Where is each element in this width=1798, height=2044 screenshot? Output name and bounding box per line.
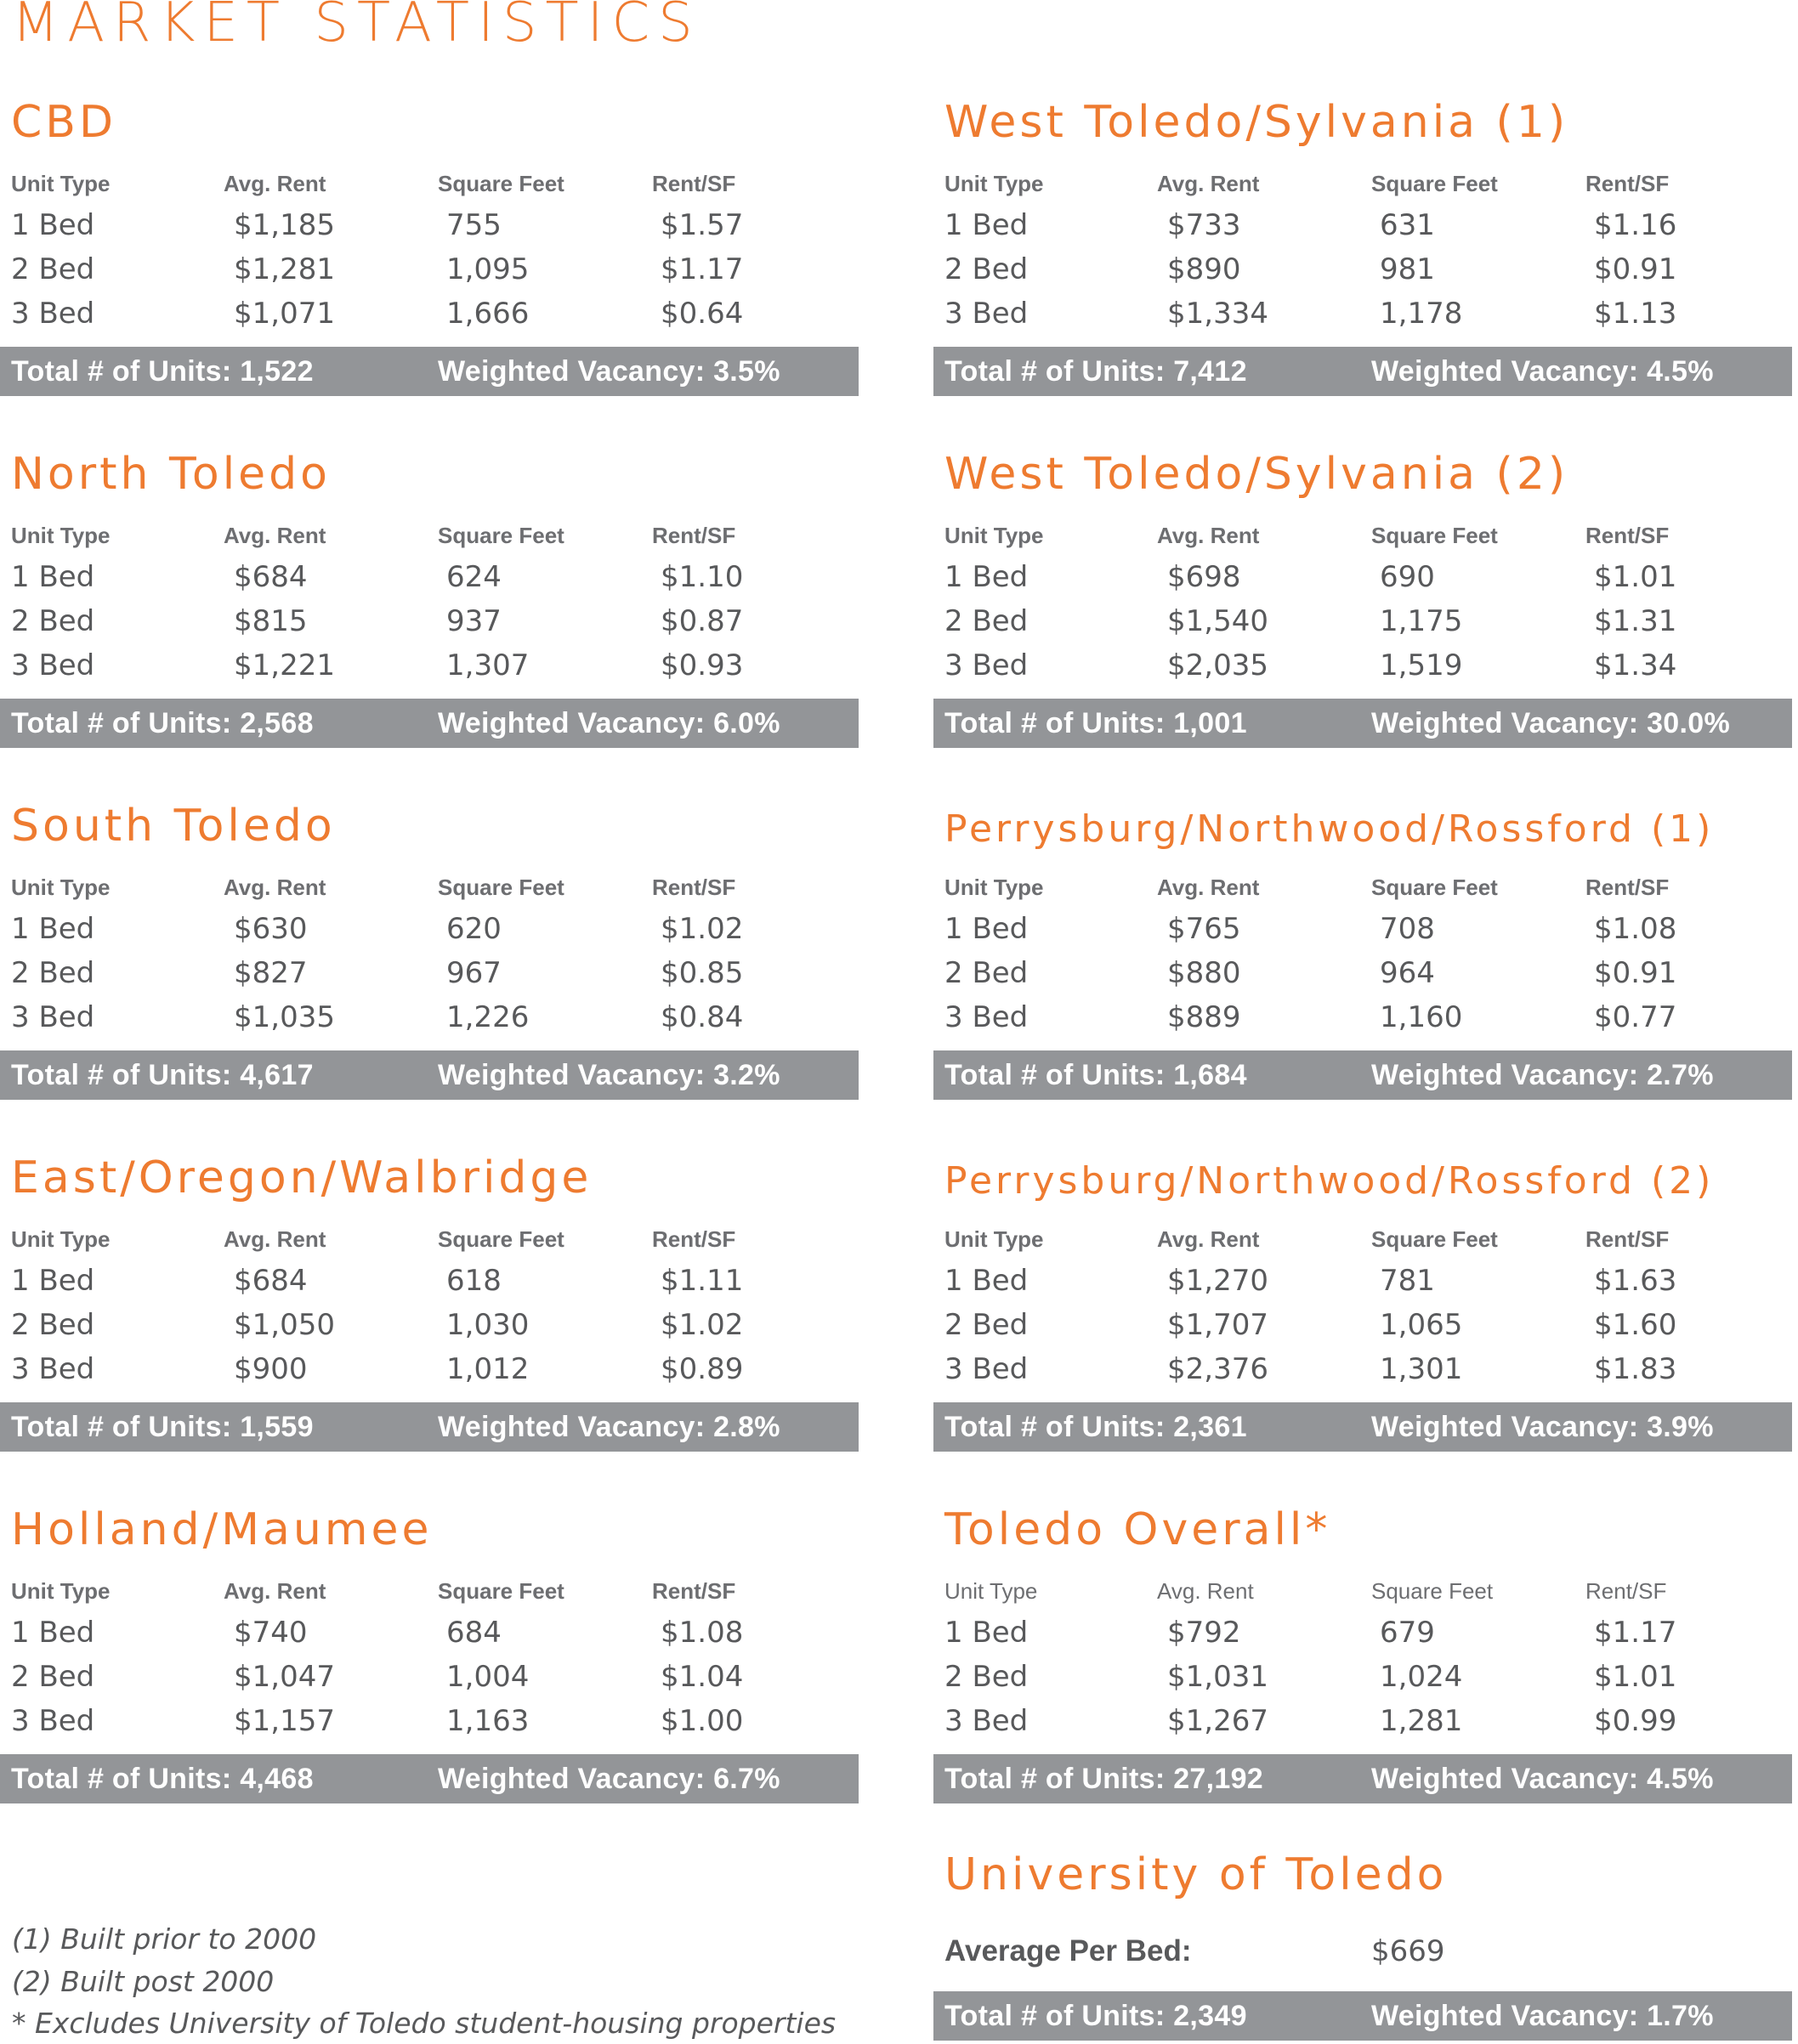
section-perrysburg-northwood-rossford-1 [933, 804, 1792, 1101]
cell-avg-rent: $630 [234, 912, 308, 946]
section-title: West Toledo/Sylvania (2) [944, 449, 1569, 500]
cell-rent-per-sf: $1.01 [1594, 560, 1677, 594]
cell-rent-per-sf: $1.57 [661, 208, 744, 242]
cell-square-feet: 1,301 [1380, 1352, 1463, 1386]
section-west-toledo-sylvania-2 [933, 449, 1792, 750]
cell-rent-per-sf: $1.04 [661, 1660, 744, 1694]
cell-rent-per-sf: $1.08 [1594, 912, 1677, 946]
cell-square-feet: 1,163 [446, 1704, 530, 1738]
column-header-unit-type: Unit Type [11, 171, 111, 196]
total-units: Total # of Units: 1,001 [944, 707, 1247, 739]
cell-avg-rent: $1,270 [1167, 1264, 1268, 1298]
cell-unit-type: 3 Bed [11, 1000, 95, 1034]
column-header-avg-rent: Avg. Rent [224, 523, 326, 548]
total-bar [0, 699, 859, 748]
section-perrysburg-northwood-rossford-2 [933, 1156, 1792, 1453]
column-header-square-feet: Square Feet [1371, 523, 1498, 548]
cell-unit-type: 1 Bed [11, 1264, 95, 1298]
cell-rent-per-sf: $1.01 [1594, 1660, 1677, 1694]
column-header-avg-rent: Avg. Rent [1157, 1226, 1260, 1252]
total-bar [0, 1754, 859, 1803]
cell-rent-per-sf: $0.87 [661, 604, 744, 638]
cell-unit-type: 3 Bed [944, 297, 1029, 331]
cell-square-feet: 1,030 [446, 1308, 530, 1342]
section-holland-maumee [0, 1504, 859, 1805]
cell-avg-rent: $684 [234, 560, 308, 594]
column-header-unit-type: Unit Type [11, 1578, 111, 1604]
cell-rent-per-sf: $1.16 [1594, 208, 1677, 242]
cell-unit-type: 1 Bed [11, 560, 95, 594]
cell-unit-type: 3 Bed [944, 648, 1029, 682]
cell-unit-type: 3 Bed [11, 297, 95, 331]
cell-avg-rent: $1,281 [234, 252, 335, 286]
column-header-unit-type: Unit Type [944, 1578, 1038, 1604]
cell-square-feet: 1,024 [1380, 1660, 1463, 1694]
cell-unit-type: 2 Bed [944, 1308, 1029, 1342]
total-units: Total # of Units: 2,568 [11, 707, 314, 739]
cell-rent-per-sf: $1.60 [1594, 1308, 1677, 1342]
cell-unit-type: 2 Bed [11, 956, 95, 990]
total-units: Total # of Units: 1,559 [11, 1411, 314, 1443]
column-header-avg-rent: Avg. Rent [224, 1578, 326, 1604]
cell-avg-rent: $792 [1167, 1616, 1241, 1650]
cell-square-feet: 755 [446, 208, 502, 242]
cell-unit-type: 1 Bed [944, 208, 1029, 242]
total-units: Total # of Units: 2,349 [944, 2000, 1247, 2032]
cell-rent-per-sf: $0.91 [1594, 252, 1677, 286]
section-east-oregon-walbridge [0, 1152, 859, 1453]
cell-unit-type: 3 Bed [944, 1352, 1029, 1386]
cell-avg-rent: $889 [1167, 1000, 1241, 1034]
total-units: Total # of Units: 4,617 [11, 1059, 314, 1091]
cell-avg-rent: $698 [1167, 560, 1241, 594]
cell-square-feet: 1,281 [1380, 1704, 1463, 1738]
cell-square-feet: 1,666 [446, 297, 530, 331]
cell-square-feet: 981 [1380, 252, 1435, 286]
cell-rent-per-sf: $1.13 [1594, 297, 1677, 331]
cell-avg-rent: $1,050 [234, 1308, 335, 1342]
column-header-rent-per-sf: Rent/SF [1585, 171, 1670, 196]
total-units: Total # of Units: 4,468 [11, 1763, 314, 1795]
cell-avg-rent: $1,334 [1167, 297, 1268, 331]
column-header-square-feet: Square Feet [438, 171, 564, 196]
weighted-vacancy: Weighted Vacancy: 6.0% [438, 707, 780, 739]
column-header-avg-rent: Avg. Rent [224, 1226, 326, 1252]
cell-square-feet: 1,012 [446, 1352, 530, 1386]
cell-avg-rent: $1,035 [234, 1000, 335, 1034]
cell-avg-rent: $733 [1167, 208, 1241, 242]
total-units: Total # of Units: 7,412 [944, 355, 1247, 388]
total-bar [933, 1402, 1792, 1452]
cell-rent-per-sf: $1.02 [661, 912, 744, 946]
cell-square-feet: 1,065 [1380, 1308, 1463, 1342]
cell-square-feet: 1,175 [1380, 604, 1463, 638]
cell-avg-rent: $880 [1167, 956, 1241, 990]
average-per-bed-label: Average Per Bed: [944, 1934, 1192, 1968]
section-title: West Toledo/Sylvania (1) [944, 97, 1569, 148]
cell-square-feet: 631 [1380, 208, 1435, 242]
cell-unit-type: 1 Bed [11, 912, 95, 946]
cell-rent-per-sf: $0.85 [661, 956, 744, 990]
column-header-unit-type: Unit Type [944, 523, 1044, 548]
weighted-vacancy: Weighted Vacancy: 3.9% [1371, 1411, 1714, 1443]
column-header-avg-rent: Avg. Rent [1157, 875, 1260, 900]
cell-unit-type: 2 Bed [11, 604, 95, 638]
cell-square-feet: 967 [446, 956, 502, 990]
weighted-vacancy: Weighted Vacancy: 1.7% [1371, 2000, 1714, 2032]
cell-rent-per-sf: $1.34 [1594, 648, 1677, 682]
total-units: Total # of Units: 2,361 [944, 1411, 1247, 1443]
cell-rent-per-sf: $1.02 [661, 1308, 744, 1342]
weighted-vacancy: Weighted Vacancy: 3.2% [438, 1059, 780, 1091]
footnote-2: (2) Built post 2000 [12, 1965, 275, 1998]
weighted-vacancy: Weighted Vacancy: 6.7% [438, 1763, 780, 1795]
cell-avg-rent: $1,221 [234, 648, 335, 682]
column-header-avg-rent: Avg. Rent [224, 875, 326, 900]
total-bar [933, 699, 1792, 748]
cell-avg-rent: $815 [234, 604, 308, 638]
column-header-rent-per-sf: Rent/SF [652, 523, 736, 548]
cell-avg-rent: $2,035 [1167, 648, 1268, 682]
cell-rent-per-sf: $1.63 [1594, 1264, 1677, 1298]
cell-avg-rent: $900 [234, 1352, 308, 1386]
section-toledo-overall [933, 1504, 1792, 1805]
column-header-unit-type: Unit Type [944, 1226, 1044, 1252]
cell-unit-type: 1 Bed [11, 1616, 95, 1650]
column-header-square-feet: Square Feet [438, 1226, 564, 1252]
weighted-vacancy: Weighted Vacancy: 30.0% [1371, 707, 1731, 739]
cell-rent-per-sf: $1.83 [1594, 1352, 1677, 1386]
column-header-square-feet: Square Feet [438, 1578, 564, 1604]
cell-avg-rent: $1,185 [234, 208, 335, 242]
total-units: Total # of Units: 1,684 [944, 1059, 1247, 1091]
cell-square-feet: 708 [1380, 912, 1435, 946]
cell-rent-per-sf: $1.17 [661, 252, 744, 286]
cell-rent-per-sf: $0.99 [1594, 1704, 1677, 1738]
cell-avg-rent: $1,707 [1167, 1308, 1268, 1342]
cell-rent-per-sf: $0.64 [661, 297, 744, 331]
total-bar [933, 347, 1792, 396]
cell-square-feet: 964 [1380, 956, 1435, 990]
cell-unit-type: 3 Bed [944, 1000, 1029, 1034]
total-bar [933, 1754, 1792, 1803]
cell-avg-rent: $1,267 [1167, 1704, 1268, 1738]
section-university-of-toledo [933, 1849, 1792, 2044]
cell-square-feet: 690 [1380, 560, 1435, 594]
total-bar [933, 1050, 1792, 1100]
total-units: Total # of Units: 1,522 [11, 355, 314, 388]
cell-unit-type: 2 Bed [11, 252, 95, 286]
cell-unit-type: 2 Bed [944, 1660, 1029, 1694]
section-title: North Toledo [11, 449, 331, 500]
total-bar [0, 1402, 859, 1452]
cell-unit-type: 2 Bed [11, 1660, 95, 1694]
column-header-square-feet: Square Feet [1371, 1578, 1494, 1604]
cell-square-feet: 1,519 [1380, 648, 1463, 682]
cell-unit-type: 1 Bed [944, 1264, 1029, 1298]
cell-rent-per-sf: $0.84 [661, 1000, 744, 1034]
section-title: Holland/Maumee [11, 1504, 433, 1555]
cell-avg-rent: $740 [234, 1616, 308, 1650]
column-header-unit-type: Unit Type [11, 523, 111, 548]
cell-unit-type: 1 Bed [944, 1616, 1029, 1650]
cell-rent-per-sf: $0.93 [661, 648, 744, 682]
cell-rent-per-sf: $0.91 [1594, 956, 1677, 990]
weighted-vacancy: Weighted Vacancy: 3.5% [438, 355, 780, 388]
footnote-1: (1) Built prior to 2000 [12, 1922, 317, 1956]
cell-square-feet: 1,095 [446, 252, 530, 286]
cell-unit-type: 2 Bed [944, 956, 1029, 990]
column-header-rent-per-sf: Rent/SF [1585, 875, 1670, 900]
column-header-avg-rent: Avg. Rent [224, 171, 326, 196]
column-header-rent-per-sf: Rent/SF [1585, 1226, 1670, 1252]
weighted-vacancy: Weighted Vacancy: 2.8% [438, 1411, 780, 1443]
cell-avg-rent: $2,376 [1167, 1352, 1268, 1386]
column-header-unit-type: Unit Type [11, 875, 111, 900]
cell-square-feet: 1,160 [1380, 1000, 1463, 1034]
column-header-unit-type: Unit Type [944, 875, 1044, 900]
cell-square-feet: 1,178 [1380, 297, 1463, 331]
total-bar [0, 1050, 859, 1100]
column-header-rent-per-sf: Rent/SF [652, 875, 736, 900]
column-header-rent-per-sf: Rent/SF [1585, 1578, 1667, 1604]
cell-rent-per-sf: $1.00 [661, 1704, 744, 1738]
column-header-avg-rent: Avg. Rent [1157, 1578, 1254, 1604]
cell-avg-rent: $1,540 [1167, 604, 1268, 638]
cell-avg-rent: $1,047 [234, 1660, 335, 1694]
section-west-toledo-sylvania-1 [933, 97, 1792, 398]
column-header-unit-type: Unit Type [944, 171, 1044, 196]
total-units: Total # of Units: 27,192 [944, 1763, 1263, 1795]
cell-unit-type: 3 Bed [11, 1704, 95, 1738]
cell-unit-type: 1 Bed [944, 560, 1029, 594]
cell-unit-type: 2 Bed [944, 252, 1029, 286]
column-header-rent-per-sf: Rent/SF [652, 171, 736, 196]
cell-square-feet: 684 [446, 1616, 502, 1650]
column-header-avg-rent: Avg. Rent [1157, 171, 1260, 196]
footnote-3: * Excludes University of Toledo student-housing properties [12, 2007, 837, 2040]
cell-unit-type: 1 Bed [944, 912, 1029, 946]
cell-square-feet: 620 [446, 912, 502, 946]
total-bar [933, 1991, 1792, 2041]
page-title: MARKET STATISTICS [12, 0, 701, 54]
cell-square-feet: 624 [446, 560, 502, 594]
section-title: South Toledo [11, 801, 336, 852]
column-header-square-feet: Square Feet [1371, 1226, 1498, 1252]
cell-unit-type: 3 Bed [944, 1704, 1029, 1738]
cell-avg-rent: $827 [234, 956, 308, 990]
cell-square-feet: 937 [446, 604, 502, 638]
section-title: CBD [11, 97, 117, 148]
column-header-square-feet: Square Feet [438, 523, 564, 548]
cell-square-feet: 618 [446, 1264, 502, 1298]
average-per-bed-value: $669 [1371, 1934, 1445, 1968]
column-header-rent-per-sf: Rent/SF [652, 1226, 736, 1252]
section-title: Toledo Overall* [944, 1504, 1331, 1555]
cell-rent-per-sf: $1.31 [1594, 604, 1677, 638]
section-north-toledo [0, 449, 859, 750]
cell-rent-per-sf: $1.11 [661, 1264, 744, 1298]
section-title: East/Oregon/Walbridge [11, 1152, 593, 1203]
cell-rent-per-sf: $1.08 [661, 1616, 744, 1650]
weighted-vacancy: Weighted Vacancy: 4.5% [1371, 355, 1714, 388]
cell-avg-rent: $684 [234, 1264, 308, 1298]
cell-avg-rent: $1,031 [1167, 1660, 1268, 1694]
cell-unit-type: 3 Bed [11, 648, 95, 682]
cell-square-feet: 781 [1380, 1264, 1435, 1298]
cell-rent-per-sf: $1.10 [661, 560, 744, 594]
section-title: Perrysburg/Northwood/Rossford (1) [944, 807, 1715, 851]
weighted-vacancy: Weighted Vacancy: 2.7% [1371, 1059, 1714, 1091]
cell-square-feet: 679 [1380, 1616, 1435, 1650]
cell-avg-rent: $1,157 [234, 1704, 335, 1738]
column-header-square-feet: Square Feet [1371, 171, 1498, 196]
cell-rent-per-sf: $0.77 [1594, 1000, 1677, 1034]
section-south-toledo [0, 801, 859, 1101]
column-header-square-feet: Square Feet [1371, 875, 1498, 900]
column-header-avg-rent: Avg. Rent [1157, 523, 1260, 548]
total-bar [0, 347, 859, 396]
column-header-square-feet: Square Feet [438, 875, 564, 900]
weighted-vacancy: Weighted Vacancy: 4.5% [1371, 1763, 1714, 1795]
column-header-rent-per-sf: Rent/SF [1585, 523, 1670, 548]
cell-unit-type: 2 Bed [11, 1308, 95, 1342]
section-title: University of Toledo [944, 1849, 1448, 1900]
column-header-unit-type: Unit Type [11, 1226, 111, 1252]
cell-unit-type: 1 Bed [11, 208, 95, 242]
cell-square-feet: 1,004 [446, 1660, 530, 1694]
cell-rent-per-sf: $0.89 [661, 1352, 744, 1386]
cell-unit-type: 2 Bed [944, 604, 1029, 638]
cell-square-feet: 1,226 [446, 1000, 530, 1034]
cell-square-feet: 1,307 [446, 648, 530, 682]
cell-unit-type: 3 Bed [11, 1352, 95, 1386]
cell-rent-per-sf: $1.17 [1594, 1616, 1677, 1650]
cell-avg-rent: $1,071 [234, 297, 335, 331]
cell-avg-rent: $765 [1167, 912, 1241, 946]
column-header-rent-per-sf: Rent/SF [652, 1578, 736, 1604]
section-cbd [0, 97, 859, 398]
cell-avg-rent: $890 [1167, 252, 1241, 286]
section-title: Perrysburg/Northwood/Rossford (2) [944, 1159, 1715, 1203]
